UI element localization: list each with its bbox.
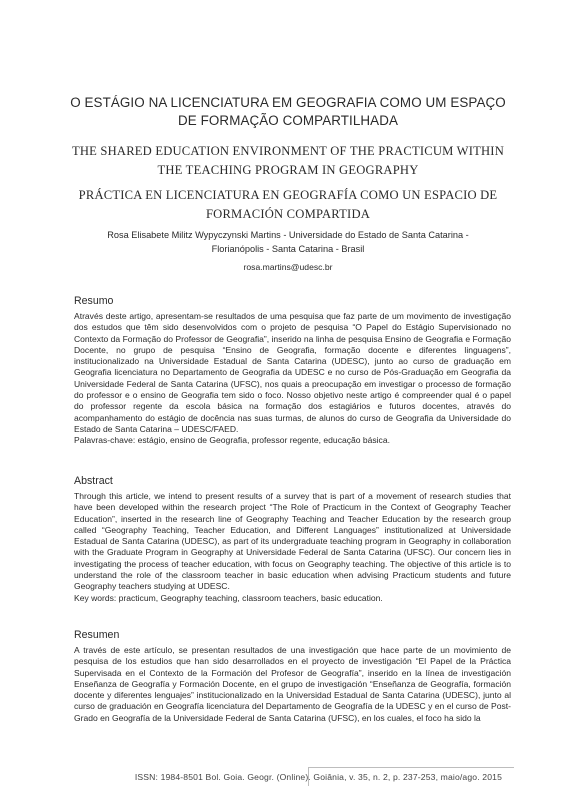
abstract-section (74, 491, 511, 604)
abstract-heading: Abstract (74, 475, 113, 487)
resumen-body: A través de este artículo, se presentan resultados de una investigación que hace parte de un movimiento de pesquisa de los estudios que han sido desarrollados en el proyecto de investigación “El Papel de la Práctica Supervisada en el Contexto de la Formación del Profesor de Geografía”, inserido en la línea de investigación Enseñanza de Geografía y Formación Docente, en el grupo de investigación “Enseñanza de Geografía, formación docente y diferentes lenguajes” institucionalizado en la Universidad Estadual de Santa Catarina (UDESC), junto al curso de graduación en Geografía licenciatura del Departamento de Geografía de la UDESC y en el curso de Post-Grado en Geografía de la Universidade Federal de Santa Catarina (UFSC), en los cuales, el foco ha sido la (74, 645, 511, 723)
resumo-heading: Resumo (74, 295, 114, 307)
author-affiliation (60, 228, 516, 256)
author-email: rosa.martins@udesc.br (243, 262, 333, 272)
journal-citation: ISSN: 1984-8501 Bol. Goia. Geogr. (Online). Goiânia, v. 35, n. 2, p. 237-253, maio/ago. 2015 (134, 772, 502, 782)
title-portuguese: O ESTÁGIO NA LICENCIATURA EM GEOGRAFIA COMO UM ESPAÇO DE FORMAÇÃO COMPARTILHADA (70, 95, 506, 128)
title-english: THE SHARED EDUCATION ENVIRONMENT OF THE PRACTICUM WITHIN THE TEACHING PROGRAM IN GEOGRAPHY (71, 144, 505, 177)
abstract-body: Through this article, we intend to present results of a survey that is part of a movement of research studies that have been developed within the research project “The Role of Practicum in the Context of Geography Teacher Education”, inserted in the research line of Geography Teaching and Teacher Education by the research group called “Geography Teaching, Teacher Education, and Different Languages” institutionalized at Universidade Estadual de Santa Catarina (UDESC), as part of its undergraduate teaching program in Geography in collaboration with the Graduate Program in Geography at Universidade Federal de Santa Catarina (UFSC). Our concern lies in investigating the process of teacher education, with focus on Geography teaching. The objective of this article is to understand the role of the classroom teacher in basic education when advising Practicum students and future Geography teachers studying at UDESC. (74, 491, 511, 592)
title-spanish: PRÁCTICA EN LICENCIATURA EN GEOGRAFÍA COMO UN ESPACIO DE FORMACIÓN COMPARTIDA (78, 188, 498, 221)
abstract-keywords: Key words: practicum, Geography teaching, classroom teachers, basic education. (74, 592, 383, 603)
resumo-keywords: Palavras-chave: estágio, ensino de Geografia, professor regente, educação básica. (74, 435, 390, 446)
resumen-section (74, 645, 511, 724)
resumen-heading: Resumen (74, 629, 120, 641)
resumo-body: Através deste artigo, apresentam-se resultados de uma pesquisa que faz parte de um movimento de investigação dos estudos que têm sido desenvolvidos com o projeto de pesquisa “O Papel do Estágio Supervisionado no Contexto da Formação do Professor de Geografia”, inserido na linha de pesquisa Ensino de Geografia e Formação Docente, no grupo de pesquisa “Ensino de Geografia, formação docente e diferentes linguagens”, institucionalizado na Universidade Estadual de Santa Catarina (UDESC), junto ao curso de graduação em Geografia licenciatura no Departamento de Geografia da UDESC e no curso de Pós-Graduação em Geografia da Universidade Federal de Santa Catarina (UFSC), nos quais a preocupação em investigar o processo de formação do professor e o ensino de Geografia tem sido o foco. Nosso objetivo neste artigo é compreender qual é o papel do professor regente da escola básica na formação dos estagiários e futuros docentes, através do acompanhamento do estágio de docência nas suas turmas, de alunos do curso de Geografia da Universidade do Estado de Santa Catarina – UDESC/FAED. (74, 311, 511, 434)
resumo-section (74, 311, 511, 447)
author-line-1: Rosa Elisabete Militz Wypyczynski Martins - Universidade do Estado de Santa Catarina - (107, 230, 469, 240)
author-line-2: Florianópolis - Santa Catarina - Brasil (211, 244, 365, 254)
